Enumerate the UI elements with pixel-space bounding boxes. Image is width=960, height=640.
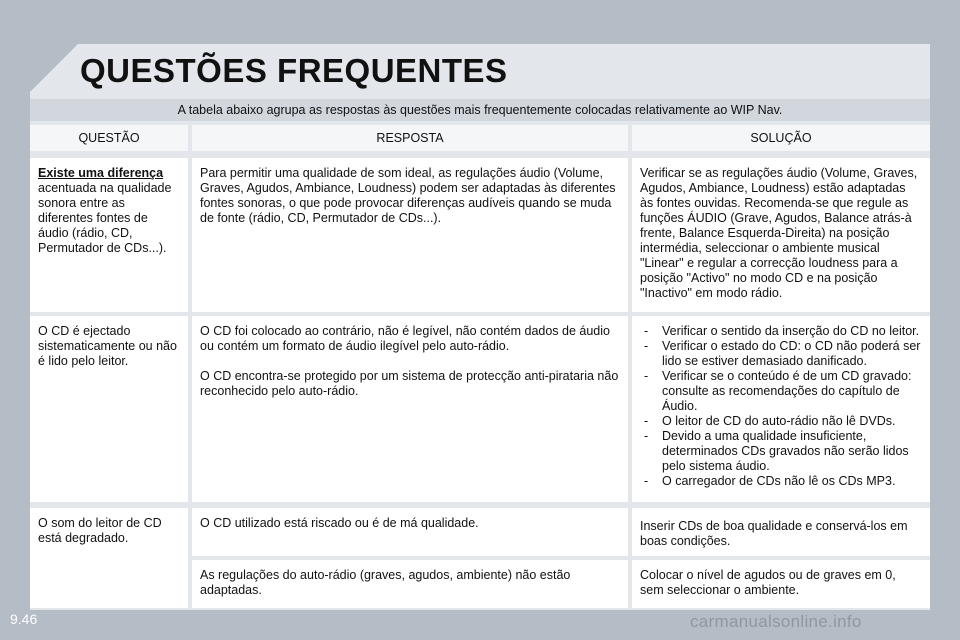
row3-solution-b-text: Colocar o nível de agudos ou de graves em 0, sem seleccionar o ambiente. — [640, 568, 896, 597]
page-number: 9.46 — [10, 611, 38, 627]
row3-solution-b-cell — [632, 560, 930, 608]
row1-question-lead: Existe uma diferença — [38, 166, 164, 180]
row3-answer-a-cell — [192, 508, 628, 556]
row1-solution-cell — [632, 158, 930, 312]
row2-solution-cell — [632, 316, 930, 502]
row1-answer-cell — [192, 158, 628, 312]
row3-answer-a-text: O CD utilizado está riscado ou é de má qualidade. — [200, 516, 479, 530]
row1-answer-text: Para permitir uma qualidade de som ideal, as regulações áudio (Volume, Graves, Agudos, Ambiance, Loudness) podem ser adaptadas às diferentes fontes sonoras, o que pode provocar diferenças audíveis quando se muda de fonte (rádio, CD, Permutador de CDs...). — [200, 166, 616, 225]
row3-answer-b-text: As regulações do auto-rádio (graves, agudos, ambiente) não estão adaptadas. — [200, 568, 571, 597]
row2-question-text: O CD é ejectado sistematicamente ou não é lido pelo leitor. — [38, 324, 177, 368]
header-solution: SOLUÇÃO — [632, 125, 930, 151]
row3-answer-b-cell — [192, 560, 628, 608]
watermark: carmanualsonline.info — [690, 612, 862, 631]
header-answer: RESPOSTA — [192, 125, 628, 151]
page-subtitle: A tabela abaixo agrupa as respostas às questões mais frequentemente colocadas relativamente ao WIP Nav. — [30, 99, 930, 121]
list-item: - Verificar se o conteúdo é de um CD gravado: consulte as recomendações do capítulo de Áudio. — [640, 369, 922, 414]
row3-question-text: O som do leitor de CD está degradado. — [38, 516, 162, 545]
row3-question-cell — [30, 508, 188, 608]
list-item: - Verificar o sentido da inserção do CD no leitor. — [640, 324, 922, 339]
row3-solution-a-text: Inserir CDs de boa qualidade e conservá-los em boas condições. — [640, 519, 908, 548]
row2-answer-text-2: O CD encontra-se protegido por um sistema de protecção anti-pirataria não reconhecido pelo auto-rádio. — [200, 369, 619, 398]
list-item: - O carregador de CDs não lê os CDs MP3. — [640, 474, 922, 489]
row2-answer-text-1: O CD foi colocado ao contrário, não é legível, não contém dados de áudio ou contém um formato de áudio ilegível pelo auto-rádio. — [200, 324, 610, 353]
row1-solution-text: Verificar se as regulações áudio (Volume, Graves, Agudos, Ambiance, Loudness) estão adaptadas às fontes ouvidas. Recomenda-se que regule as funções ÁUDIO (Grave, Agudos, Balance atrás-à frente, Balance Esquerda-Direita) na posição intermédia, seleccionar o ambiente musical "Linear" e regular a correcção loudness para a posição "Activo" no modo CD e na posição "Inactivo" em modo rádio. — [640, 166, 918, 300]
page-corner — [30, 44, 78, 92]
row3-solution-a-cell — [632, 508, 930, 556]
list-item: - O leitor de CD do auto-rádio não lê DVDs. — [640, 414, 922, 429]
row2-answer-cell — [192, 316, 628, 502]
row1-question-text: acentuada na qualidade sonora entre as diferentes fontes de áudio (rádio, CD, Permutador de CDs...). — [38, 181, 172, 255]
page-title: QUESTÕES FREQUENTES — [80, 52, 508, 89]
list-item: - Devido a uma qualidade insuficiente, determinados CDs gravados não serão lidos pelo sistema áudio. — [640, 429, 922, 474]
row1-question-cell — [30, 158, 188, 312]
row2-solution-list — [640, 324, 922, 489]
header-question: QUESTÃO — [30, 125, 188, 151]
list-item: - Verificar o estado do CD: o CD não poderá ser lido se estiver demasiado danificado. — [640, 339, 922, 369]
row2-question-cell — [30, 316, 188, 502]
